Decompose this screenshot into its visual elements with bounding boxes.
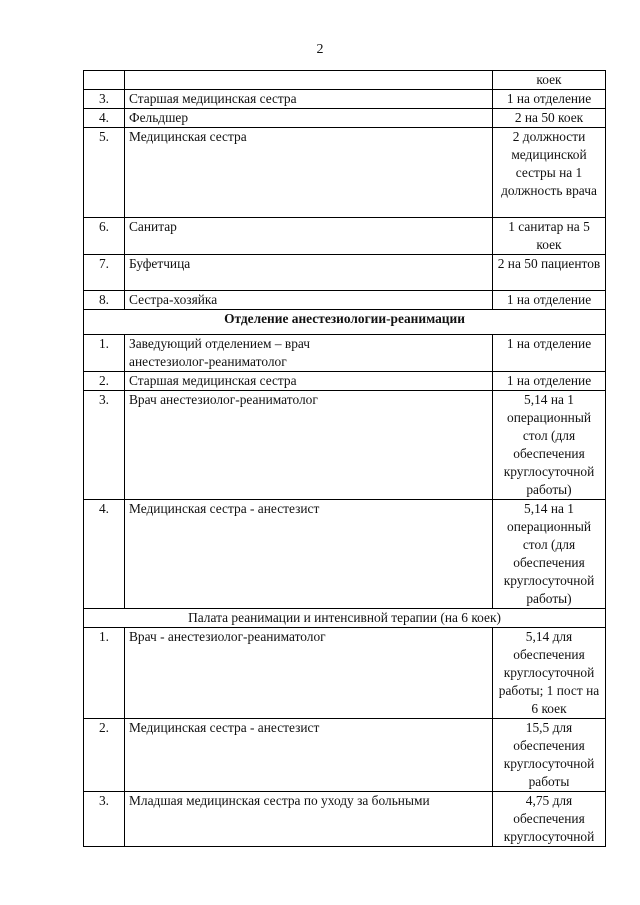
row-number: 4. [84, 109, 125, 128]
position-name: Санитар [125, 218, 493, 255]
row-number: 2. [84, 372, 125, 391]
row-number [84, 71, 125, 90]
row-number: 7. [84, 255, 125, 291]
position-name: Медицинская сестра - анестезист [125, 500, 493, 609]
table-row [84, 128, 606, 218]
table-row [84, 291, 606, 310]
staffing-norm: 2 должности медицинской сестры на 1 должность врача [493, 128, 606, 218]
row-number: 3. [84, 792, 125, 847]
position-name: Врач анестезиолог-реаниматолог [125, 391, 493, 500]
staffing-norm: 5,14 на 1 операционный стол (для обеспечения круглосуточной работы) [493, 500, 606, 609]
section-title-text: Отделение анестезиологии-реанимации [224, 311, 465, 326]
table-row [84, 90, 606, 109]
staffing-norm: 4,75 для обеспечения круглосуточной [493, 792, 606, 847]
table-row [84, 792, 606, 847]
staffing-norm: 1 на отделение [493, 291, 606, 310]
position-name: Заведующий отделением – врач анестезиолог-реаниматолог [125, 335, 493, 372]
table-row [84, 391, 606, 500]
table-row [84, 500, 606, 609]
position-name: Младшая медицинская сестра по уходу за больными [125, 792, 493, 847]
table-row [84, 335, 606, 372]
staffing-norm: 5,14 на 1 операционный стол (для обеспечения круглосуточной работы) [493, 391, 606, 500]
row-number: 5. [84, 128, 125, 218]
table-row [84, 372, 606, 391]
section-header-row [84, 310, 606, 335]
subsection-header-row [84, 609, 606, 628]
position-name: Старшая медицинская сестра [125, 372, 493, 391]
position-name: Фельдшер [125, 109, 493, 128]
staffing-table [83, 70, 606, 847]
section-title [84, 310, 606, 335]
staffing-norm: 2 на 50 пациентов [493, 255, 606, 291]
row-number: 2. [84, 719, 125, 792]
row-number: 6. [84, 218, 125, 255]
table-row [84, 109, 606, 128]
staffing-norm: 1 на отделение [493, 335, 606, 372]
row-number: 3. [84, 391, 125, 500]
staffing-norm: 2 на 50 коек [493, 109, 606, 128]
page-number: 2 [316, 42, 324, 57]
row-number: 3. [84, 90, 125, 109]
row-number: 1. [84, 335, 125, 372]
position-name [125, 71, 493, 90]
table-row [84, 255, 606, 291]
table-row [84, 218, 606, 255]
position-name: Старшая медицинская сестра [125, 90, 493, 109]
staffing-norm: 1 на отделение [493, 372, 606, 391]
staffing-norm: 1 на отделение [493, 90, 606, 109]
table-row [84, 719, 606, 792]
position-name: Сестра-хозяйка [125, 291, 493, 310]
row-number: 4. [84, 500, 125, 609]
staffing-norm: коек [493, 71, 606, 90]
position-name: Медицинская сестра [125, 128, 493, 218]
position-name: Медицинская сестра - анестезист [125, 719, 493, 792]
table-row [84, 628, 606, 719]
subsection-title: Палата реанимации и интенсивной терапии (на 6 коек) [84, 609, 606, 628]
position-name: Врач - анестезиолог-реаниматолог [125, 628, 493, 719]
staffing-norm: 15,5 для обеспечения круглосуточной работы [493, 719, 606, 792]
staffing-norm: 1 санитар на 5 коек [493, 218, 606, 255]
table-row [84, 71, 606, 90]
row-number: 1. [84, 628, 125, 719]
staffing-norm: 5,14 для обеспечения круглосуточной работы; 1 пост на 6 коек [493, 628, 606, 719]
position-name: Буфетчица [125, 255, 493, 291]
row-number: 8. [84, 291, 125, 310]
